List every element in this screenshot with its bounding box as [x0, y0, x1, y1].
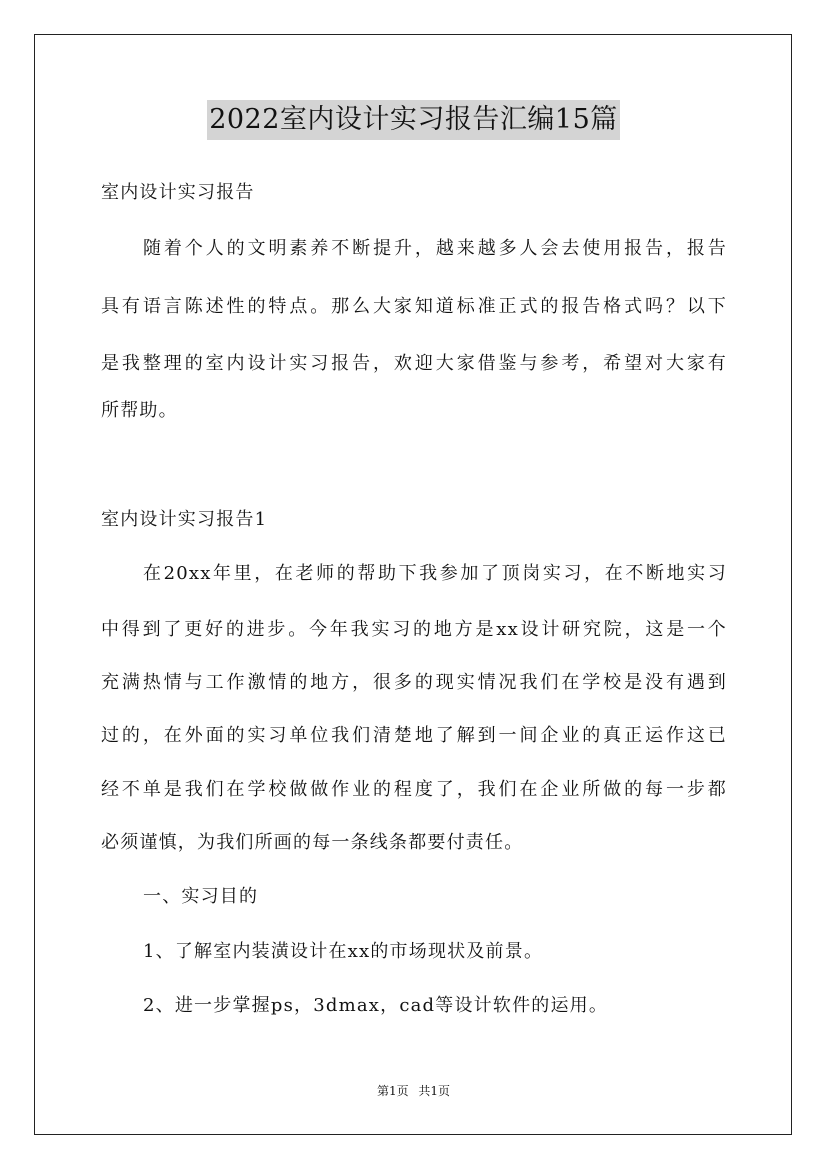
subheading-purpose: 一、实习目的: [143, 886, 259, 907]
section-heading: 室内设计实习报告: [101, 182, 255, 203]
page-footer: [0, 1083, 827, 1099]
page-total: 共1页: [418, 1084, 451, 1098]
report1-line: 必须谨慎，为我们所画的每一条线条都要付责任。: [101, 832, 524, 853]
report1-heading: 室内设计实习报告1: [101, 509, 268, 530]
report1-line: 在20xx年里，在老师的帮助下我参加了顶岗实习，在不断地实习: [143, 563, 727, 584]
report1-line: 中得到了更好的进步。今年我实习的地方是xx设计研究院，这是一个: [101, 619, 727, 640]
page-number: 第1页: [376, 1084, 409, 1098]
list-item: 2、进一步掌握ps，3dmax，cad等设计软件的运用。: [143, 995, 609, 1016]
report1-line: 经不单是我们在学校做做作业的程度了，我们在企业所做的每一步都: [101, 779, 727, 800]
document-title: 2022室内设计实习报告汇编15篇: [207, 100, 620, 140]
report1-line: 过的，在外面的实习单位我们清楚地了解到一间企业的真正运作这已: [101, 725, 727, 746]
intro-line: 是我整理的室内设计实习报告，欢迎大家借鉴与参考，希望对大家有: [101, 353, 727, 374]
intro-line: 具有语言陈述性的特点。那么大家知道标准正式的报告格式吗？以下: [101, 296, 727, 317]
report1-line: 充满热情与工作激情的地方，很多的现实情况我们在学校是没有遇到: [101, 672, 727, 693]
title-container: [0, 100, 827, 140]
intro-line: 随着个人的文明素养不断提升，越来越多人会去使用报告，报告: [143, 238, 727, 259]
list-item: 1、了解室内装潢设计在xx的市场现状及前景。: [143, 941, 544, 962]
intro-line: 所帮助。: [101, 400, 178, 421]
